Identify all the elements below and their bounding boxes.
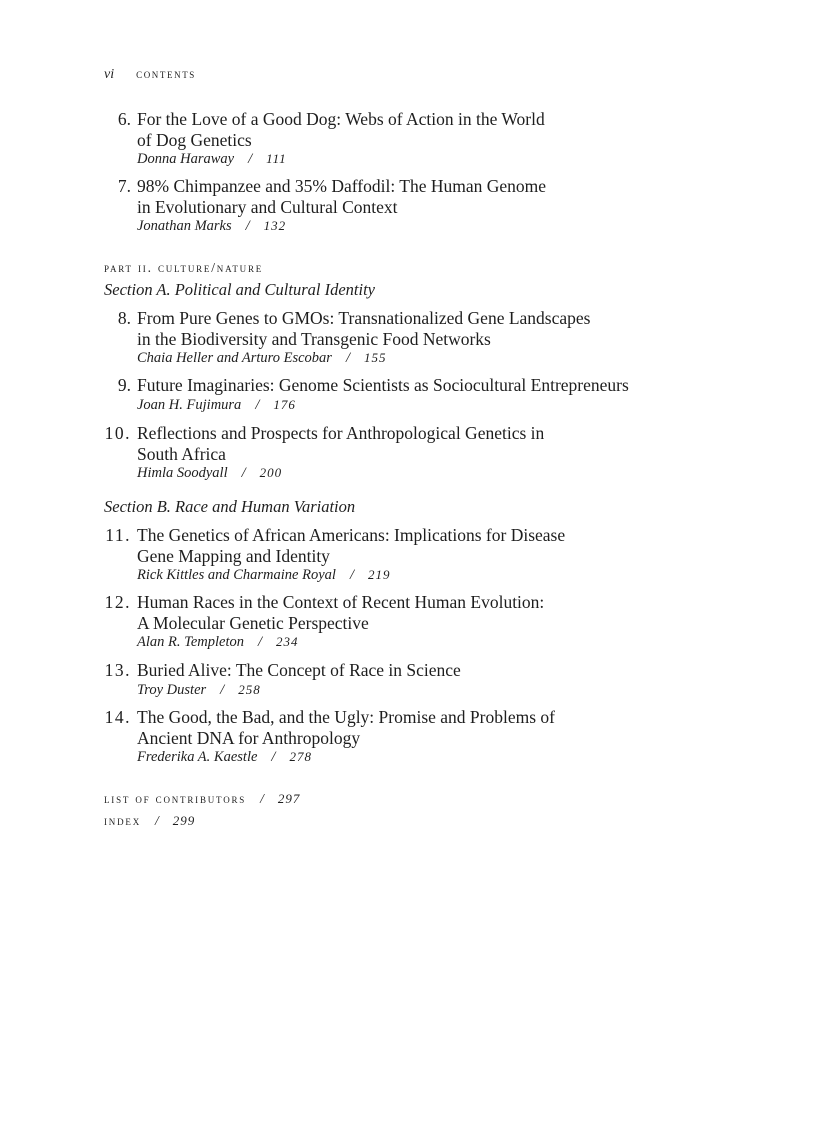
back-matter-entry [104,790,300,808]
chapter-title-line: Human Races in the Context of Recent Human Evolution: [137,592,545,612]
byline-separator: / [255,396,260,413]
chapter-page: 155 [363,350,387,365]
toc-entry [104,660,744,699]
page-folio: vi [104,67,115,82]
chapter-title-line: in the Biodiversity and Transgenic Food Networks [137,328,491,349]
chapter-title-line: The Genetics of African Americans: Implications for Disease [137,525,566,545]
chapter-title-line: Future Imaginaries: Genome Scientists as Sociocultural Entrepreneurs [137,375,629,395]
chapter-title-line: Buried Alive: The Concept of Race in Science [137,660,461,680]
byline-separator: / [349,567,354,583]
part-heading: part ii. culture/nature [104,260,264,275]
chapter-page: 219 [367,567,391,582]
chapter-title-line: Gene Mapping and Identity [137,545,330,566]
chapter-number: 13. [104,660,131,680]
byline-separator: / [258,634,263,650]
chapter-author: Donna Haraway [137,151,235,167]
chapter-title-line: in Evolutionary and Cultural Context [137,196,398,217]
chapter-title-line: A Molecular Genetic Perspective [137,612,369,633]
chapter-author: Rick Kittles and Charmaine Royal [137,567,336,583]
chapter-byline [137,633,744,651]
chapter-author: Chaia Heller and Arturo Escobar [137,350,332,366]
chapter-byline [137,681,744,699]
chapter-number: 14. [104,707,131,727]
toc-entry [104,176,744,235]
chapter-title-line: The Good, the Bad, and the Ugly: Promise and Problems of [137,707,555,727]
toc-entry [104,707,744,766]
chapter-number: 8. [117,308,131,328]
toc-entry [104,592,744,651]
chapter-byline [137,396,744,414]
back-matter-entry [104,812,195,830]
chapter-title-line: From Pure Genes to GMOs: Transnationalized Gene Landscapes [137,308,591,328]
chapter-title-line: of Dog Genetics [137,129,252,150]
back-matter-page: 297 [277,791,301,806]
running-head [104,66,196,83]
chapter-page: 258 [238,681,261,697]
byline-separator: / [248,151,253,167]
chapter-number: 12. [104,592,131,612]
byline-separator: / [241,465,246,481]
byline-separator: / [245,218,250,234]
toc-entry [104,375,744,414]
chapter-page: 176 [273,396,296,412]
byline-separator: / [220,681,225,698]
chapter-page: 132 [263,218,287,233]
chapter-title-line: For the Love of a Good Dog: Webs of Action in the World [137,109,545,129]
chapter-page: 200 [259,465,283,480]
byline-separator: / [271,749,276,765]
chapter-title-line: 98% Chimpanzee and 35% Daffodil: The Human Genome [137,176,547,196]
chapter-title-line: Reflections and Prospects for Anthropological Genetics in [137,423,545,443]
chapter-number: 7. [117,176,131,196]
chapter-number: 6. [117,109,131,129]
back-matter-page: 299 [172,813,196,828]
section-heading: Section B. Race and Human Variation [104,497,356,516]
chapter-page: 234 [276,634,299,649]
chapter-title-line: Ancient DNA for Anthropology [137,727,361,748]
chapter-page: 111 [266,151,287,166]
toc-entry [104,308,744,367]
chapter-byline [137,349,744,367]
toc-entry [104,423,744,482]
toc-entry [104,109,744,168]
chapter-byline [137,464,744,482]
byline-separator: / [260,791,264,806]
byline-separator: / [345,350,350,366]
toc-entry [104,525,744,584]
running-head-title: contents [136,66,196,81]
chapter-number: 10. [104,423,131,443]
chapter-author: Himla Soodyall [137,465,228,481]
back-matter-label: list of contributors [104,791,247,806]
back-matter-label: index [104,813,141,828]
chapter-number: 11. [105,525,131,545]
chapter-author: Jonathan Marks [137,218,232,234]
chapter-byline [137,217,744,235]
chapter-title-line: South Africa [137,443,226,464]
chapter-author: Troy Duster [137,681,207,698]
chapter-number: 9. [117,375,131,395]
section-heading: Section A. Political and Cultural Identity [104,280,375,299]
chapter-author: Alan R. Templeton [137,634,245,650]
chapter-author: Frederika A. Kaestle [137,749,258,765]
chapter-author: Joan H. Fujimura [137,396,242,413]
chapter-page: 278 [289,749,312,764]
chapter-byline [137,748,744,766]
byline-separator: / [155,813,159,828]
chapter-byline [137,150,744,168]
chapter-byline [137,566,744,584]
